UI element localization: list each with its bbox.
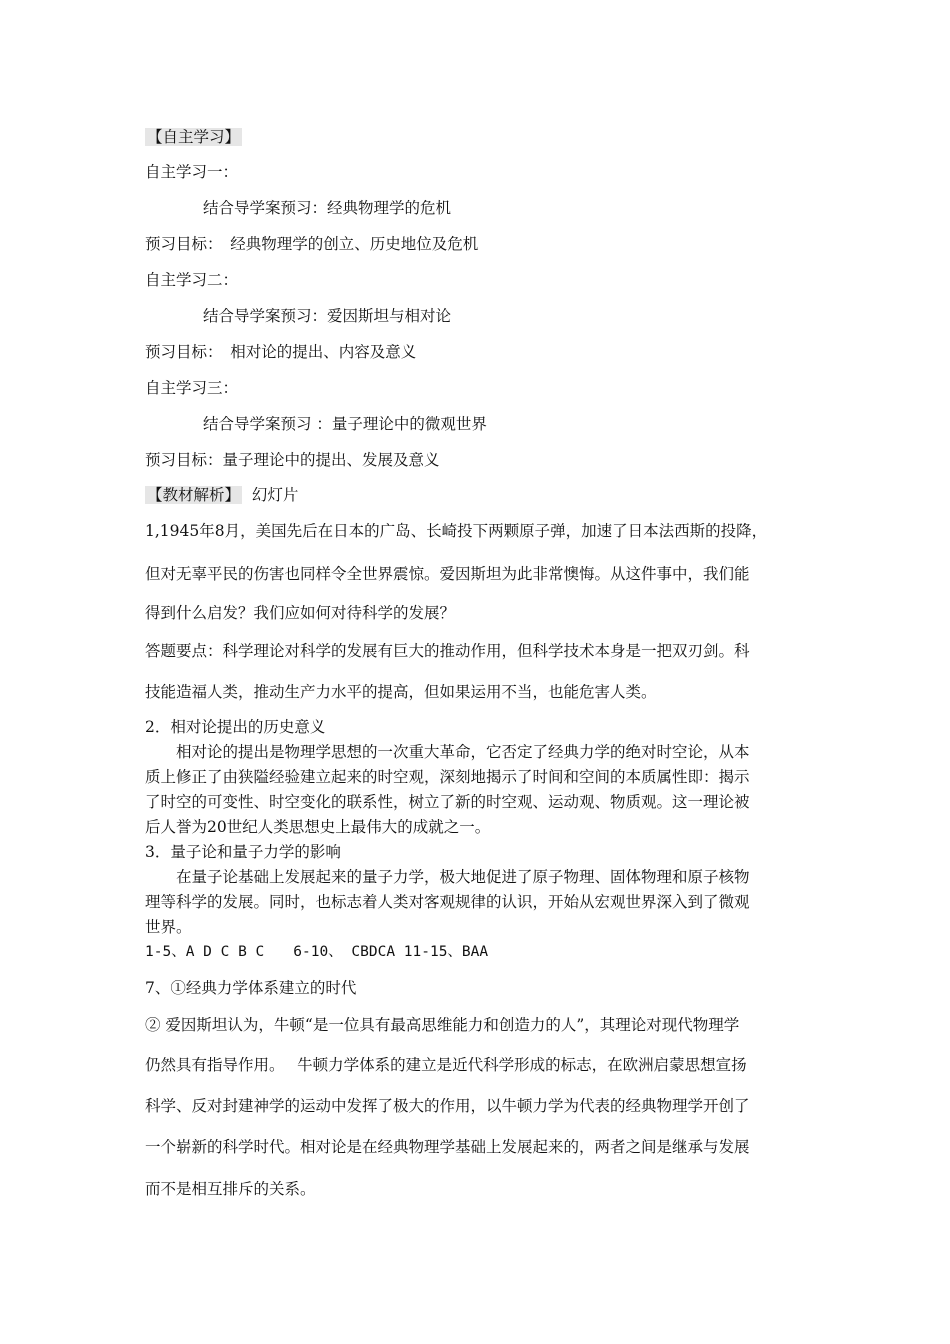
study3-task: 结合导学案预习 ：量子理论中的微观世界 bbox=[203, 415, 487, 433]
item3-line: 在量子论基础上发展起来的量子力学，极大地促进了原子物理、固体物理和原子核物 bbox=[176, 868, 750, 886]
q1-line: 1,1945年8月，美国先后在日本的广岛、长崎投下两颗原子弹，加速了日本法西斯的投降， bbox=[145, 522, 768, 540]
q7-line: ② 爱因斯坦认为，牛顿“是一位具有最高思维能力和创造力的人”，其理论对现代物理学 bbox=[145, 1016, 740, 1034]
item2-line: 了时空的可变性、时空变化的联系性，树立了新的时空观、运动观、物质观。这一理论被 bbox=[145, 793, 750, 811]
item2-title: 2．相对论提出的历史意义 bbox=[145, 718, 326, 736]
answer-points-line: 答题要点：科学理论对科学的发展有巨大的推动作用，但科学技术本身是一把双刃剑。科 bbox=[145, 642, 750, 660]
item3-line: 理等科学的发展。同时，也标志着人类对客观规律的认识，开始从宏观世界深入到了微观 bbox=[145, 893, 750, 911]
study2-title: 自主学习二： bbox=[145, 271, 239, 289]
answer-key: 1-5、A D C B C 6-10、 CBDCA 11-15、BAA bbox=[145, 944, 489, 960]
q7-line: 科学、反对封建神学的运动中发挥了极大的作用，以牛顿力学为代表的经典物理学开创了 bbox=[145, 1097, 750, 1115]
item2-line: 质上修正了由狭隘经验建立起来的时空观，深刻地揭示了时间和空间的本质属性即：揭示 bbox=[145, 768, 750, 786]
item3-title: 3．量子论和量子力学的影响 bbox=[145, 843, 341, 861]
item2-line: 相对论的提出是物理学思想的一次重大革命，它否定了经典力学的绝对时空论，从本 bbox=[176, 743, 750, 761]
study1-goal: 预习目标： 经典物理学的创立、历史地位及危机 bbox=[145, 235, 479, 253]
q1-line: 得到什么启发？我们应如何对待科学的发展？ bbox=[145, 604, 456, 622]
q7-line: 而不是相互排斥的关系。 bbox=[145, 1180, 316, 1198]
study2-goal: 预习目标： 相对论的提出、内容及意义 bbox=[145, 343, 417, 361]
study1-title: 自主学习一： bbox=[145, 163, 239, 181]
item3-line: 世界。 bbox=[145, 918, 192, 936]
q7-line: 一个崭新的科学时代。相对论是在经典物理学基础上发展起来的，两者之间是继承与发展 bbox=[145, 1138, 750, 1156]
study3-goal: 预习目标：量子理论中的提出、发展及意义 bbox=[145, 451, 440, 469]
section-heading-textbook: 【教材解析】 幻灯片 bbox=[147, 486, 299, 504]
q7-title: 7、①经典力学体系建立的时代 bbox=[145, 979, 357, 997]
slides-label: 幻灯片 bbox=[251, 486, 299, 504]
section-heading-self-study: 【自主学习】 bbox=[147, 128, 241, 146]
q1-line: 但对无辜平民的伤害也同样令全世界震惊。爱因斯坦为此非常懊悔。从这件事中，我们能 bbox=[145, 565, 750, 583]
q7-line: 仍然具有指导作用。 牛顿力学体系的建立是近代科学形成的标志，在欧洲启蒙思想宣扬 bbox=[145, 1056, 747, 1074]
study1-task: 结合导学案预习：经典物理学的危机 bbox=[203, 199, 452, 217]
answer-points-line: 技能造福人类，推动生产力水平的提高，但如果运用不当，也能危害人类。 bbox=[145, 683, 657, 701]
study2-task: 结合导学案预习：爱因斯坦与相对论 bbox=[203, 307, 452, 325]
item2-line: 后人誉为20世纪人类思想史上最伟大的成就之一。 bbox=[145, 818, 491, 836]
study3-title: 自主学习三： bbox=[145, 379, 239, 397]
